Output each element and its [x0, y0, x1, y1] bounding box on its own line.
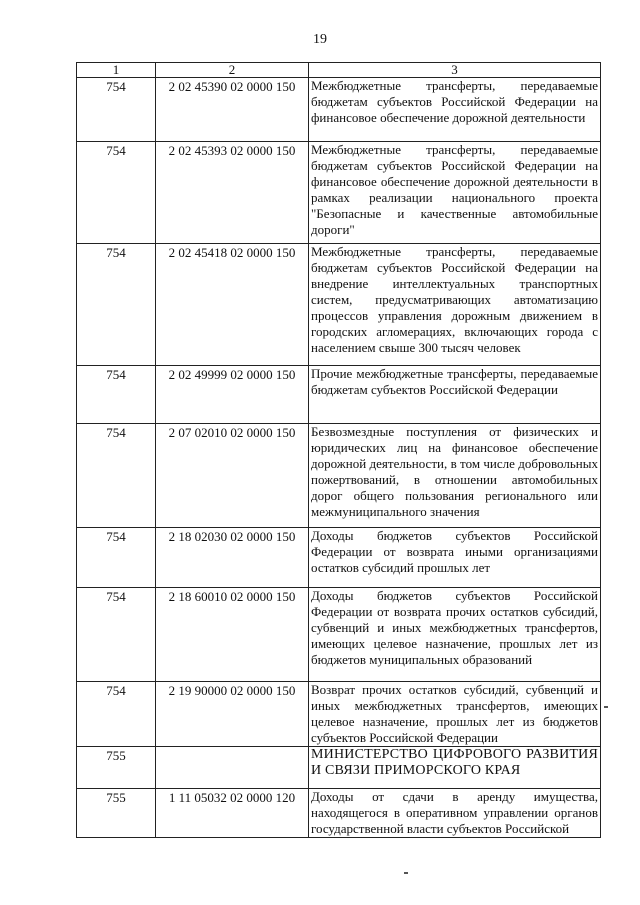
column-header-1: 1: [77, 63, 156, 78]
table-row: [77, 682, 601, 747]
scan-speck: [404, 872, 408, 874]
table-header-row: [77, 63, 601, 78]
revenue-codes-table: [76, 62, 601, 838]
budget-code: 2 02 49999 02 0000 150: [168, 367, 296, 382]
budget-code: 2 18 02030 02 0000 150: [168, 529, 296, 544]
revenue-name: Межбюджетные трансферты, передаваемые бюджетам субъектов Российской Федерации на внедрение интеллектуальных транспортных систем, предусматривающих автоматизацию процессов управления дорожным движением в городских агломерациях, включающих города с населением свыше 300 тысяч человек: [311, 244, 598, 355]
column-header-2: 2: [156, 63, 309, 78]
revenue-name: Межбюджетные трансферты, передаваемые бюджетам субъектов Российской Федерации на финансовое обеспечение дорожной деятельности в рамках реализации национального проекта "Безопасные и качественные автомобильные дороги": [311, 142, 598, 237]
budget-code: 2 07 02010 02 0000 150: [168, 425, 296, 440]
budget-code: 2 18 60010 02 0000 150: [168, 589, 296, 604]
revenue-name: Доходы бюджетов субъектов Российской Федерации от возврата иными организациями остатков субсидий прошлых лет: [311, 528, 598, 575]
revenue-name: Доходы от сдачи в аренду имущества, находящегося в оперативном управлении органов государственной власти субъектов Российской: [311, 789, 598, 836]
table-row: [77, 244, 601, 366]
revenue-name: Межбюджетные трансферты, передаваемые бюджетам субъектов Российской Федерации на финансовое обеспечение дорожной деятельности: [311, 78, 598, 125]
page-number: 19: [313, 32, 327, 47]
revenue-name: Возврат прочих остатков субсидий, субвенций и иных межбюджетных трансфертов, имеющих целевое назначение, прошлых лет из бюджетов субъектов Российской Федерации: [311, 682, 598, 745]
table-row: [77, 424, 601, 528]
budget-code: 2 19 90000 02 0000 150: [168, 683, 296, 698]
budget-code: [156, 747, 308, 748]
table-row: [77, 528, 601, 588]
admin-code: 754: [106, 529, 126, 544]
table-row: [77, 588, 601, 682]
revenue-name: Доходы бюджетов субъектов Российской Федерации от возврата прочих остатков субсидий, субвенций и иных межбюджетных трансфертов, имеющих целевое назначение, прошлых лет из бюджетов муниципальных образований: [311, 588, 598, 667]
admin-code: 754: [106, 683, 126, 698]
budget-code: 2 02 45390 02 0000 150: [168, 79, 296, 94]
admin-code: 754: [106, 143, 126, 158]
budget-code: 1 11 05032 02 0000 120: [168, 790, 296, 805]
budget-code: 2 02 45418 02 0000 150: [168, 245, 296, 260]
admin-code: 754: [106, 79, 126, 94]
admin-code: 754: [106, 589, 126, 604]
scan-speck: [604, 706, 608, 708]
table-row: [77, 789, 601, 838]
admin-code: 754: [106, 245, 126, 260]
column-header-3: 3: [309, 63, 601, 78]
admin-code: 755: [106, 748, 126, 763]
revenue-name: Безвозмездные поступления от физических и юридических лиц на финансовое обеспечение дорожной деятельности, в том числе добровольных пожертвований, в отношении автомобильных дорог общего пользования регионального или межмуниципального значения: [311, 424, 598, 519]
table-row: [77, 78, 601, 142]
table-row: [77, 142, 601, 244]
budget-code: 2 02 45393 02 0000 150: [168, 143, 296, 158]
ministry-row: [77, 747, 601, 789]
admin-code: 755: [106, 790, 126, 805]
ministry-name: МИНИСТЕРСТВО ЦИФРОВОГО РАЗВИТИЯ И СВЯЗИ ПРИМОРСКОГО КРАЯ: [311, 747, 598, 778]
table-row: [77, 366, 601, 424]
revenue-name: Прочие межбюджетные трансферты, передаваемые бюджетам субъектов Российской Федерации: [311, 366, 598, 397]
admin-code: 754: [106, 425, 126, 440]
admin-code: 754: [106, 367, 126, 382]
